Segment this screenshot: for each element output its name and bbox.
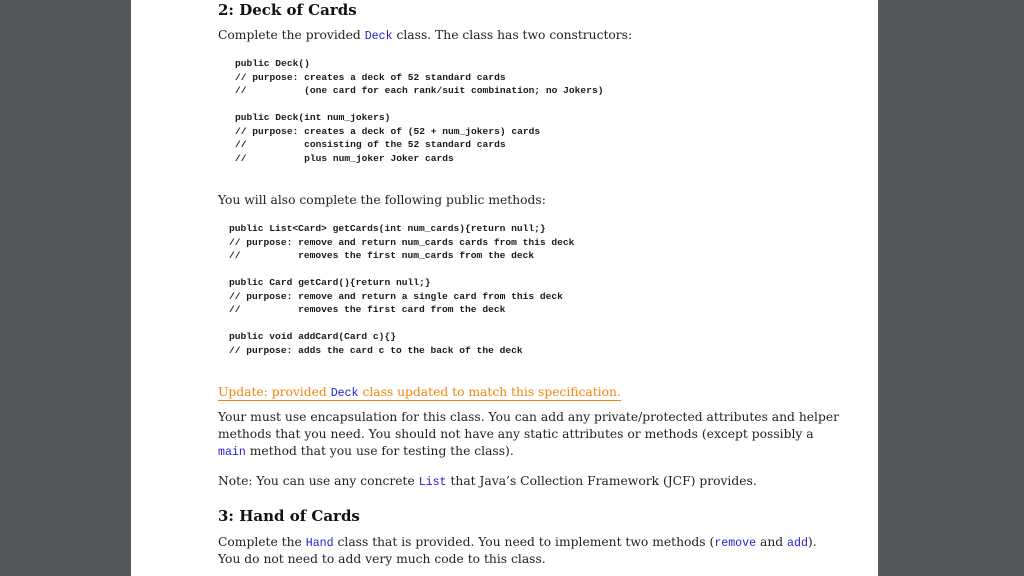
intro-text-end: class. The class has two constructors: xyxy=(396,28,633,42)
section-3-line-2: You do not need to add very much code to this class. xyxy=(218,552,546,566)
constructors-code-block: public Deck() // purpose: creates a deck of 52 standard cards // (one card for each rank/suit combination; no Jokers) public Deck(int num_jokers) // purpose: creates a deck of (52 + num_jokers) cards // consisting of the 52 standard cards // plus num_joker Joker cards xyxy=(235,58,604,164)
note-text: Note: You can use any concrete xyxy=(218,474,415,488)
list-keyword: List xyxy=(418,476,447,489)
note-line xyxy=(218,473,757,491)
encapsulation-line-3-text: method that you use for testing the class). xyxy=(249,444,514,458)
encapsulation-line-1: Your must use encapsulation for this class. You can add any private/protected attributes and helper xyxy=(218,410,839,424)
hand-text-end: ). xyxy=(807,535,817,549)
hand-keyword: Hand xyxy=(305,537,334,550)
section-3-line-1 xyxy=(218,534,817,552)
section-2-intro xyxy=(218,27,632,45)
hand-text-pre: Complete the xyxy=(218,535,302,549)
encapsulation-line-2: methods that you need. You should not have any static attributes or methods (except possibly a xyxy=(218,427,814,441)
deck-keyword: Deck xyxy=(364,30,393,43)
section-3-title: 3: Hand of Cards xyxy=(218,507,360,525)
encapsulation-line-3 xyxy=(218,443,514,461)
update-text-end: class updated to match this specification. xyxy=(362,385,621,399)
hand-text-mid: class that is provided. You need to implement two methods ( xyxy=(337,535,715,549)
section-2-title: 2: Deck of Cards xyxy=(218,1,357,19)
remove-keyword: remove xyxy=(714,537,757,550)
main-keyword: main xyxy=(218,446,246,459)
update-notice xyxy=(218,385,621,400)
note-text-end: that Java’s Collection Framework (JCF) provides. xyxy=(450,474,757,488)
update-deck-keyword: Deck xyxy=(330,387,359,400)
methods-intro: You will also complete the following public methods: xyxy=(218,193,546,207)
methods-code-block: public List<Card> getCards(int num_cards){return null;} // purpose: remove and return num_cards cards from this deck // removes the first num_cards from the deck public Card getCard(){return null;} // purpose: remove and return a single card from this deck // removes the first card from the deck public void addCard(Card c){} // purpose: adds the card c to the back of the deck xyxy=(229,223,575,356)
document-page xyxy=(131,0,878,576)
hand-text-and: and xyxy=(759,535,784,549)
intro-text: Complete the provided xyxy=(218,28,361,42)
update-notice-underlined xyxy=(218,385,621,401)
update-text: Update: provided xyxy=(218,385,327,399)
add-keyword: add xyxy=(787,537,808,550)
